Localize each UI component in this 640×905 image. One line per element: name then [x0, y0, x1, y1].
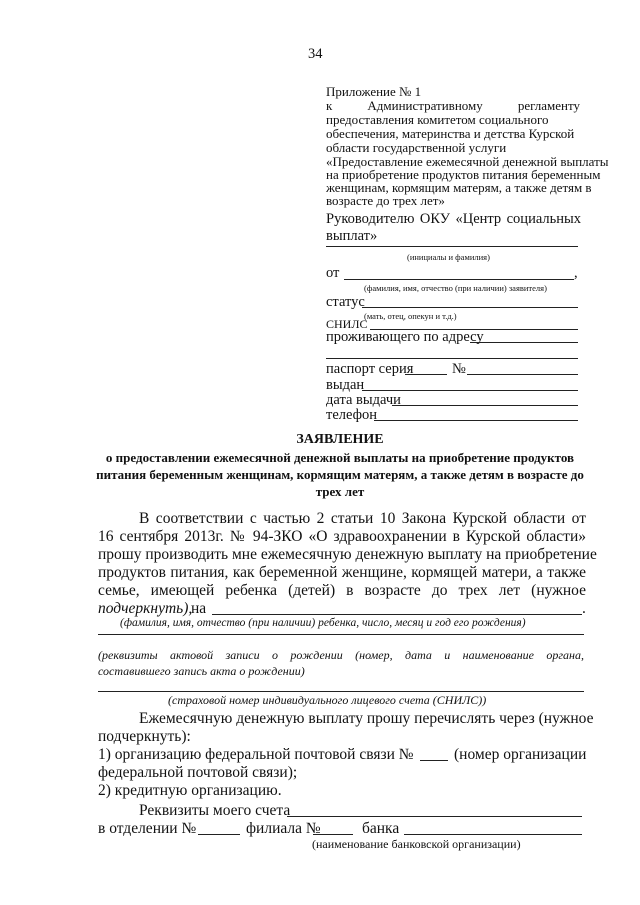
child-info-field[interactable]	[212, 614, 582, 615]
issue-date-field[interactable]	[392, 405, 578, 406]
status-field[interactable]	[362, 307, 578, 308]
payment-line-2: подчеркнуть):	[98, 728, 191, 745]
phone-label: телефон	[326, 407, 378, 423]
account-field[interactable]	[287, 816, 582, 817]
phone-field[interactable]	[374, 420, 578, 421]
statement-subtitle-3: трех лет	[315, 484, 365, 499]
appendix-line: области государственной услуги	[326, 140, 507, 155]
option-1-line-1: 1) организацию федеральной почтовой связи №	[98, 746, 414, 763]
recipient-line-2: выплат»	[326, 228, 378, 244]
bank-field[interactable]	[404, 834, 582, 835]
address-label: проживающего по адресу	[326, 329, 484, 345]
payment-line-1: Ежемесячную денежную выплату прошу перечислять через (нужное	[139, 710, 594, 727]
department-field[interactable]	[198, 834, 240, 835]
child-info-caption: (фамилия, имя, отчество (при наличии) ребенка, число, месяц и год его рождения)	[120, 617, 526, 629]
appendix-line: обеспечения, материнства и детства Курской	[326, 126, 575, 141]
issue-date-label: дата выдачи	[326, 392, 401, 408]
appendix-line: возрасте до трех лет»	[326, 193, 445, 208]
body-line-5: семье, имеющей ребенка (детей) в возрасте до трех лет (нужное	[98, 582, 586, 599]
initials-caption: (инициалы и фамилия)	[407, 252, 490, 262]
issued-field[interactable]	[362, 390, 578, 391]
applicant-name-field[interactable]	[344, 279, 574, 280]
option-1-tail: (номер организации	[454, 746, 587, 763]
act-record-caption-1: (реквизиты актовой записи о рождении (номер, дата и наименование органа,	[98, 648, 584, 662]
recipient-line-1: Руководителю ОКУ «Центр социальных	[326, 211, 581, 227]
statement-subtitle-2: питания беременным женщинам, кормящим матерям, а также детям в возрасте до	[96, 467, 584, 482]
body-line-2: 16 сентября 2013г. № 94-ЗКО «О здравоохранении в Курской области»	[98, 528, 586, 545]
passport-number-sign: №	[452, 361, 466, 377]
act-record-caption-2: составившего запись акта о рождении)	[98, 664, 305, 678]
body-line-1: В соответствии с частью 2 статьи 10 Закона Курской области от	[139, 510, 586, 527]
period: .	[582, 600, 586, 617]
appendix-line: к Административному регламенту	[326, 98, 580, 113]
account-label: Реквизиты моего счета	[139, 802, 291, 819]
appendix-line: на приобретение продуктов питания беременным	[326, 167, 601, 182]
appendix-line: «Предоставление ежемесячной денежной выплаты	[326, 154, 609, 169]
appendix-line: предоставления комитетом социального	[326, 112, 549, 127]
status-caption: (мать, отец, опекун и т.д.)	[364, 311, 457, 321]
body-line-3: прошу производить мне ежемесячную денежную выплату на приобретение	[98, 546, 597, 563]
snils-number-caption: (страховой номер индивидуального лицевого счета (СНИЛС))	[168, 693, 487, 707]
address-field[interactable]	[470, 342, 578, 343]
department-label: в отделении №	[98, 820, 197, 837]
child-info-field-2[interactable]	[98, 634, 584, 635]
issued-label: выдан	[326, 377, 365, 393]
from-label: от	[326, 265, 340, 281]
body-na: на	[191, 600, 207, 617]
body-underline-note: подчеркнуть),	[98, 600, 193, 617]
branch-label: филиала №	[246, 820, 321, 837]
post-office-number-field[interactable]	[420, 760, 448, 761]
snils-number-field[interactable]	[98, 691, 584, 692]
initials-field[interactable]	[326, 246, 578, 247]
snils-label: СНИЛС	[326, 317, 368, 331]
body-line-4: продуктов питания, как беременной женщине, кормящей матери, а также	[98, 564, 586, 581]
statement-subtitle-1: о предоставлении ежемесячной денежной выплаты на приобретение продуктов	[105, 450, 575, 465]
comma: ,	[574, 265, 578, 281]
appendix-title: Приложение № 1	[326, 84, 422, 99]
passport-number-field[interactable]	[467, 374, 578, 375]
option-2: 2) кредитную организацию.	[98, 782, 282, 799]
bank-label: банка	[362, 820, 400, 837]
page-number: 34	[308, 46, 323, 62]
branch-field[interactable]	[313, 834, 353, 835]
option-1-line-2: федеральной почтовой связи);	[98, 764, 298, 781]
appendix-line: женщинам, кормящим матерям, а также детям в	[326, 180, 592, 195]
applicant-name-caption: (фамилия, имя, отчество (при наличии) заявителя)	[364, 283, 547, 293]
statement-title: ЗАЯВЛЕНИЕ	[296, 432, 384, 447]
status-label: статус	[326, 294, 365, 310]
address-field-2[interactable]	[326, 358, 578, 359]
bank-caption: (наименование банковской организации)	[312, 837, 521, 851]
passport-label: паспорт серия	[326, 361, 414, 377]
passport-series-field[interactable]	[405, 374, 447, 375]
